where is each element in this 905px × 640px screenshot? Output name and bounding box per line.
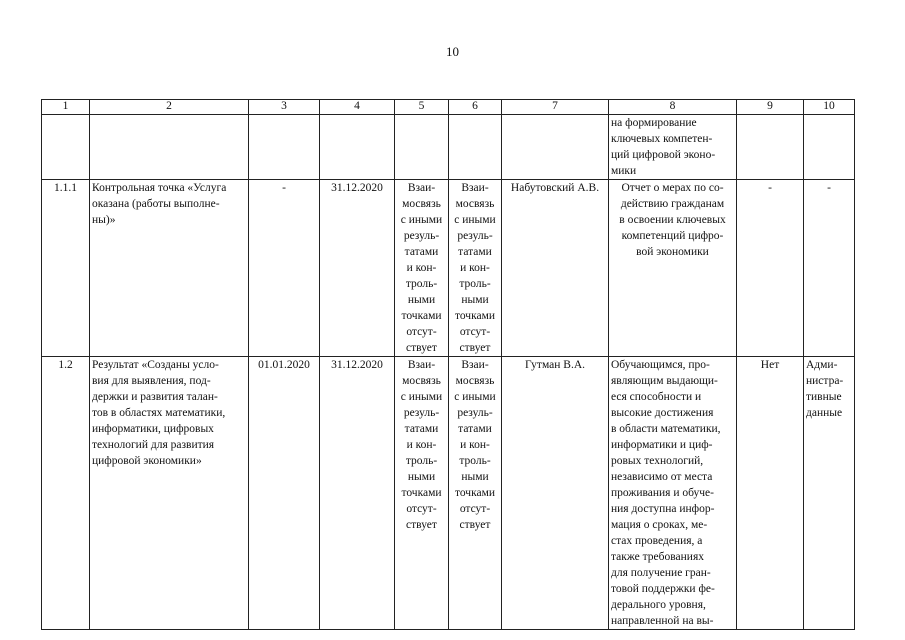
cell-responsible: Набутовский А.В.: [502, 180, 609, 357]
cell-result: [609, 357, 737, 630]
column-number-5: 5: [395, 100, 449, 115]
cell-number: 1.2: [42, 357, 90, 630]
cell-responsible: Гутман В.А.: [502, 357, 609, 630]
cell-col9: -: [737, 180, 804, 357]
column-number-3: 3: [249, 100, 320, 115]
cell-start-date: 01.01.2020: [249, 357, 320, 630]
column-number-2: 2: [90, 100, 249, 115]
cell-result: [609, 180, 737, 357]
table-row-1-1-1: [42, 180, 855, 357]
cell-end-date: 31.12.2020: [320, 180, 395, 357]
cell-empty: [449, 115, 502, 180]
column-number-7: 7: [502, 100, 609, 115]
name-text: Контрольная точка «Услуга оказана (работы выполне- ны)»: [92, 182, 227, 226]
cell-start-date: -: [249, 180, 320, 357]
cell-col9: Нет: [737, 357, 804, 630]
cell-col10: -: [804, 180, 855, 357]
page-number: 10: [446, 44, 459, 59]
cell-col10: [804, 357, 855, 630]
result-text: Отчет о мерах по со- действию гражданам в освоении ключевых компетенций цифро- вой экономики: [619, 182, 726, 258]
link-text: Взаи- мосвязь с иными резуль- татами и кон- троль- ными точками отсут- ствует: [454, 359, 496, 531]
table-row-continuation: [42, 115, 855, 180]
project-plan-table: [41, 99, 855, 630]
cell-link-5: [395, 357, 449, 630]
column-number-1: 1: [42, 100, 90, 115]
column-number-row: [42, 100, 855, 115]
link-text: Взаи- мосвязь с иными резуль- татами и кон- троль- ными точками отсут- ствует: [454, 182, 496, 354]
cell-empty: [804, 115, 855, 180]
name-text: Результат «Созданы усло- вия для выявления, под- держки и развития талан- тов в областях математики, информатики, цифровых технологий для развития цифровой экономики»: [92, 359, 226, 467]
cell-empty: [502, 115, 609, 180]
cell-empty: [395, 115, 449, 180]
result-continuation-text: на формирование ключевых компетен- ций цифровой эконо- мики: [611, 117, 716, 177]
cell-number: 1.1.1: [42, 180, 90, 357]
cell-empty: [320, 115, 395, 180]
cell-end-date: 31.12.2020: [320, 357, 395, 630]
column-number-4: 4: [320, 100, 395, 115]
cell-link-5: [395, 180, 449, 357]
link-text: Взаи- мосвязь с иными резуль- татами и кон- троль- ными точками отсут- ствует: [400, 359, 443, 531]
cell-link-6: [449, 180, 502, 357]
cell-result-continuation: [609, 115, 737, 180]
cell-empty: [42, 115, 90, 180]
cell-link-6: [449, 357, 502, 630]
column-number-10: 10: [804, 100, 855, 115]
col10-text: Адми- нистра- тивные данные: [806, 359, 844, 419]
column-number-6: 6: [449, 100, 502, 115]
result-text: Обучающимся, про- являющим выдающи- еся способности и высокие достижения в области математики, информатики и циф- ровых технологий, независимо от места проживания и обуче- ния доступна инфор- мация о сроках, ме- стах проведения, а также требованиях для получение гран- товой поддержки фе- дерального уровня, направленной на вы-: [611, 359, 721, 627]
cell-name: [90, 180, 249, 357]
cell-empty: [90, 115, 249, 180]
cell-empty: [249, 115, 320, 180]
column-number-8: 8: [609, 100, 737, 115]
column-number-9: 9: [737, 100, 804, 115]
link-text: Взаи- мосвязь с иными резуль- татами и кон- троль- ными точками отсут- ствует: [400, 182, 443, 354]
cell-empty: [737, 115, 804, 180]
cell-name: [90, 357, 249, 630]
table-row-1-2: [42, 357, 855, 630]
